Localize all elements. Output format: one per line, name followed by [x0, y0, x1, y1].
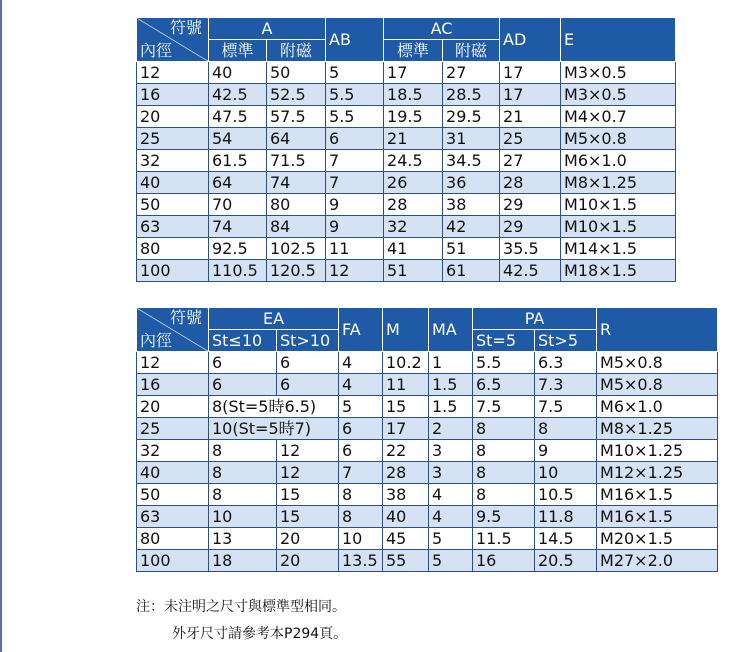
table-cell: M6×1.0	[597, 396, 718, 418]
header-ab: AB	[326, 18, 384, 62]
table-cell: 57.5	[267, 106, 326, 128]
table-row	[137, 528, 718, 550]
note-line-2: 外牙尺寸請參考本P294頁。	[172, 626, 348, 642]
table-cell: 84	[267, 216, 326, 238]
table-cell: 7	[339, 462, 383, 484]
table-cell: 5	[429, 528, 473, 550]
table-cell: 17	[384, 62, 443, 84]
table-cell: 18.5	[384, 84, 443, 106]
table-cell: 36	[443, 172, 500, 194]
corner-symbol-label-2: 符號	[169, 308, 202, 327]
header-ea: EA	[209, 308, 339, 330]
table-cell: 8	[209, 462, 277, 484]
table-cell: 61	[443, 260, 500, 282]
table-cell: 47.5	[209, 106, 267, 128]
table-cell: 35.5	[500, 238, 561, 260]
table-cell: M8×1.25	[561, 172, 676, 194]
table-cell: 13	[209, 528, 277, 550]
table-cell: 29	[500, 194, 561, 216]
table-cell: M16×1.5	[597, 484, 718, 506]
table-cell: 7	[326, 172, 384, 194]
bore-size-cell: 63	[137, 216, 209, 238]
table-cell: 9	[535, 440, 597, 462]
header-pa: PA	[473, 308, 597, 330]
table-cell: 8	[473, 440, 535, 462]
table-cell: 4	[339, 374, 383, 396]
table-cell: 20	[277, 550, 339, 572]
table-cell: 45	[383, 528, 429, 550]
corner-symbol-label: 符號	[169, 18, 202, 37]
table-cell: 27	[443, 62, 500, 84]
table-row	[137, 418, 718, 440]
subheader-ea-st-gt-10: St>10	[277, 330, 339, 352]
table-cell: M3×0.5	[561, 62, 676, 84]
table-cell: 22	[383, 440, 429, 462]
table-cell: 28	[500, 172, 561, 194]
table-cell: 64	[209, 172, 267, 194]
table-cell: 8	[473, 462, 535, 484]
bore-size-cell: 40	[137, 172, 209, 194]
table-row	[137, 128, 676, 150]
subheader-a-magnetic: 附磁	[267, 40, 326, 62]
table-cell: M10×1.5	[561, 194, 676, 216]
table-cell: 42.5	[209, 84, 267, 106]
table-cell: 74	[267, 172, 326, 194]
header-r: R	[597, 308, 718, 352]
table-cell: 12	[277, 440, 339, 462]
table-cell: M14×1.5	[561, 238, 676, 260]
table-cell: 61.5	[209, 150, 267, 172]
table-cell: 102.5	[267, 238, 326, 260]
table-cell: 24.5	[384, 150, 443, 172]
table-cell: 19.5	[384, 106, 443, 128]
table-cell: 40	[383, 506, 429, 528]
table-row	[137, 194, 676, 216]
bore-size-cell: 50	[137, 194, 209, 216]
bore-size-cell: 50	[137, 484, 209, 506]
table-cell: 8	[209, 440, 277, 462]
table-row	[137, 106, 676, 128]
table-cell: 64	[267, 128, 326, 150]
table-cell: 20.5	[535, 550, 597, 572]
table-cell: 28	[384, 194, 443, 216]
table-cell: 51	[443, 238, 500, 260]
table-cell: 17	[500, 62, 561, 84]
table-cell: 8(St=5時6.5)	[209, 396, 339, 418]
table-cell: 5	[429, 550, 473, 572]
table-cell: 5.5	[326, 106, 384, 128]
corner-bore-label: 內徑	[140, 41, 173, 60]
table-row	[137, 550, 718, 572]
table-cell: 11	[383, 374, 429, 396]
table-row	[137, 150, 676, 172]
table-cell: 34.5	[443, 150, 500, 172]
table-cell: 50	[267, 62, 326, 84]
table-cell: 29.5	[443, 106, 500, 128]
table-cell: 11	[326, 238, 384, 260]
table-cell: 52.5	[267, 84, 326, 106]
dimension-table-1	[136, 17, 676, 282]
table-cell: M3×0.5	[561, 84, 676, 106]
table-cell: M6×1.0	[561, 150, 676, 172]
table-cell: 6.3	[535, 352, 597, 374]
table-cell: 6	[277, 374, 339, 396]
table-cell: 7	[326, 150, 384, 172]
table-cell: 74	[209, 216, 267, 238]
bore-size-cell: 32	[137, 150, 209, 172]
header-e: E	[561, 18, 676, 62]
table-cell: 10	[339, 528, 383, 550]
table-cell: 41	[384, 238, 443, 260]
table-cell: 8	[339, 484, 383, 506]
table-cell: 6.5	[473, 374, 535, 396]
dimension-table-2	[136, 307, 718, 572]
subheader-pa-st-5: St=5	[473, 330, 535, 352]
table-cell: 6	[209, 352, 277, 374]
table-cell: M12×1.25	[597, 462, 718, 484]
header-a: A	[209, 18, 326, 40]
table-cell: 70	[209, 194, 267, 216]
subheader-a-standard: 標準	[209, 40, 267, 62]
table-cell: 26	[384, 172, 443, 194]
table-cell: 13.5	[339, 550, 383, 572]
table-cell: 9.5	[473, 506, 535, 528]
table-row	[137, 172, 676, 194]
table-cell: 9	[326, 216, 384, 238]
table-cell: 40	[209, 62, 267, 84]
table-cell: 14.5	[535, 528, 597, 550]
header-ad: AD	[500, 18, 561, 62]
table-row	[137, 484, 718, 506]
table-cell: 10.2	[383, 352, 429, 374]
table-row	[137, 396, 718, 418]
table-cell: M20×1.5	[597, 528, 718, 550]
subheader-ea-st-le-10: St≤10	[209, 330, 277, 352]
bore-size-cell: 12	[137, 352, 209, 374]
header-ma: MA	[429, 308, 473, 352]
table-1-body	[137, 62, 676, 282]
table-cell: 5.5	[326, 84, 384, 106]
table-cell: 27	[500, 150, 561, 172]
header-fa: FA	[339, 308, 383, 352]
table-cell: M5×0.8	[597, 374, 718, 396]
table-cell: 8	[535, 418, 597, 440]
bore-size-cell: 80	[137, 528, 209, 550]
table-cell: 10(St=5時7)	[209, 418, 339, 440]
table-cell: 17	[383, 418, 429, 440]
table-cell: 16	[473, 550, 535, 572]
table-cell: 54	[209, 128, 267, 150]
table-cell: 6	[326, 128, 384, 150]
table-cell: M5×0.8	[561, 128, 676, 150]
table-row	[137, 238, 676, 260]
bore-size-cell: 20	[137, 106, 209, 128]
table-cell: 2	[429, 418, 473, 440]
table-cell: M10×1.25	[597, 440, 718, 462]
table-cell: 6	[339, 418, 383, 440]
table-cell: 7.5	[535, 396, 597, 418]
table-cell: 6	[339, 440, 383, 462]
table-cell: 28.5	[443, 84, 500, 106]
bore-size-cell: 25	[137, 128, 209, 150]
table-cell: 12	[277, 462, 339, 484]
table-cell: 15	[277, 506, 339, 528]
corner-header-2	[137, 308, 209, 352]
table-cell: 4	[429, 506, 473, 528]
table-cell: 38	[443, 194, 500, 216]
table-cell: 15	[277, 484, 339, 506]
table-cell: 8	[209, 484, 277, 506]
table-row	[137, 260, 676, 282]
table-cell: 18	[209, 550, 277, 572]
table-cell: 120.5	[267, 260, 326, 282]
table-row	[137, 62, 676, 84]
table-row	[137, 506, 718, 528]
table-cell: 31	[443, 128, 500, 150]
table-cell: 110.5	[209, 260, 267, 282]
table-cell: 7.3	[535, 374, 597, 396]
table-row	[137, 462, 718, 484]
bore-size-cell: 80	[137, 238, 209, 260]
corner-header	[137, 18, 209, 62]
table-cell: 10	[535, 462, 597, 484]
bore-size-cell: 100	[137, 550, 209, 572]
table-cell: 4	[339, 352, 383, 374]
table-cell: 28	[383, 462, 429, 484]
table-cell: 20	[277, 528, 339, 550]
table-cell: M8×1.25	[597, 418, 718, 440]
table-cell: 8	[473, 484, 535, 506]
bore-size-cell: 20	[137, 396, 209, 418]
left-border-line	[0, 0, 2, 652]
subheader-pa-st-gt-5: St>5	[535, 330, 597, 352]
note-line-1: 注：未注明之尺寸與標準型相同。	[136, 599, 346, 615]
table-cell: M16×1.5	[597, 506, 718, 528]
table-cell: 15	[383, 396, 429, 418]
table-cell: 9	[326, 194, 384, 216]
table-row	[137, 216, 676, 238]
header-m: M	[383, 308, 429, 352]
table-cell: 32	[384, 216, 443, 238]
table-cell: 10	[209, 506, 277, 528]
table-cell: 21	[500, 106, 561, 128]
table-cell: 17	[500, 84, 561, 106]
table-cell: 25	[500, 128, 561, 150]
table-row	[137, 84, 676, 106]
table-2-body	[137, 352, 718, 572]
table-cell: 5	[339, 396, 383, 418]
table-cell: M5×0.8	[597, 352, 718, 374]
bore-size-cell: 16	[137, 374, 209, 396]
table-cell: 3	[429, 440, 473, 462]
table-cell: 92.5	[209, 238, 267, 260]
bore-size-cell: 32	[137, 440, 209, 462]
header-ac: AC	[384, 18, 500, 40]
table-row	[137, 440, 718, 462]
table-cell: 6	[209, 374, 277, 396]
table-cell: 8	[473, 418, 535, 440]
table-cell: M18×1.5	[561, 260, 676, 282]
table-cell: 11.5	[473, 528, 535, 550]
table-cell: 4	[429, 484, 473, 506]
table-cell: 8	[339, 506, 383, 528]
table-cell: 1.5	[429, 396, 473, 418]
table-cell: 10.5	[535, 484, 597, 506]
table-cell: 11.8	[535, 506, 597, 528]
bore-size-cell: 25	[137, 418, 209, 440]
table-cell: 42	[443, 216, 500, 238]
table-cell: M27×2.0	[597, 550, 718, 572]
table-cell: 7.5	[473, 396, 535, 418]
table-cell: 80	[267, 194, 326, 216]
bore-size-cell: 100	[137, 260, 209, 282]
table-cell: 38	[383, 484, 429, 506]
table-cell: 6	[277, 352, 339, 374]
table-cell: 1	[429, 352, 473, 374]
subheader-ac-standard: 標準	[384, 40, 443, 62]
table-cell: M4×0.7	[561, 106, 676, 128]
table-cell: 55	[383, 550, 429, 572]
table-row	[137, 374, 718, 396]
subheader-ac-magnetic: 附磁	[443, 40, 500, 62]
corner-bore-label-2: 內徑	[140, 331, 173, 350]
table-cell: 71.5	[267, 150, 326, 172]
table-row	[137, 352, 718, 374]
table-cell: 21	[384, 128, 443, 150]
table-cell: 51	[384, 260, 443, 282]
table-cell: 29	[500, 216, 561, 238]
bore-size-cell: 40	[137, 462, 209, 484]
bore-size-cell: 12	[137, 62, 209, 84]
table-cell: 1.5	[429, 374, 473, 396]
bore-size-cell: 16	[137, 84, 209, 106]
table-cell: 5.5	[473, 352, 535, 374]
table-cell: 42.5	[500, 260, 561, 282]
table-cell: M10×1.5	[561, 216, 676, 238]
bore-size-cell: 63	[137, 506, 209, 528]
table-cell: 12	[326, 260, 384, 282]
table-cell: 3	[429, 462, 473, 484]
table-cell: 5	[326, 62, 384, 84]
